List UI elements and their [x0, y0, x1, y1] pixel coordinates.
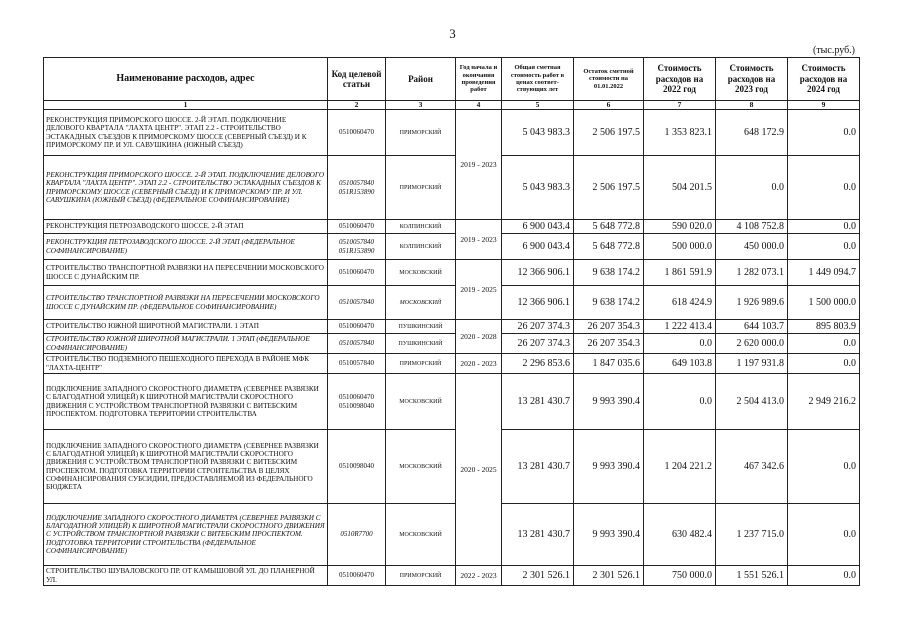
- row-remainder: 2 301 526.1: [574, 566, 644, 586]
- row-2023: 467 342.6: [716, 430, 788, 504]
- row-period: 2020 - 2028: [456, 320, 502, 354]
- row-name: РЕКОНСТРУКЦИЯ ПЕТРОЗАВОДСКОГО ШОССЕ. 2-Й ЭТАП (ФЕДЕРАЛЬНОЕ СОФИНАНСИРОВАНИЕ): [44, 234, 328, 260]
- row-2022: 649 103.8: [644, 354, 716, 374]
- row-2023: 0.0: [716, 156, 788, 220]
- row-2023: 1 237 715.0: [716, 504, 788, 566]
- row-2023: 1 282 073.1: [716, 260, 788, 286]
- table-row: [44, 286, 860, 320]
- row-total: 5 043 983.3: [502, 156, 574, 220]
- column-number: 2: [328, 101, 386, 110]
- row-total: 13 281 430.7: [502, 430, 574, 504]
- row-2024: 2 949 216.2: [788, 374, 860, 430]
- row-total: 6 900 043.4: [502, 220, 574, 234]
- row-total: 13 281 430.7: [502, 504, 574, 566]
- table-row: [44, 234, 860, 260]
- row-period: 2019 - 2023: [456, 220, 502, 260]
- row-district: МОСКОВСКИЙ: [386, 260, 456, 286]
- header-code: Код целевой статьи: [328, 58, 386, 101]
- row-district: ПРИМОРСКИЙ: [386, 156, 456, 220]
- row-remainder: 2 506 197.5: [574, 110, 644, 156]
- header-row: [44, 58, 860, 101]
- row-code: 0510098040: [328, 430, 386, 504]
- row-2022: 630 482.4: [644, 504, 716, 566]
- row-code: 0510057840: [328, 334, 386, 354]
- row-total: 6 900 043.4: [502, 234, 574, 260]
- table-row: [44, 566, 860, 586]
- row-total: 2 296 853.6: [502, 354, 574, 374]
- row-district: МОСКОВСКИЙ: [386, 430, 456, 504]
- row-remainder: 5 648 772.8: [574, 234, 644, 260]
- row-remainder: 9 638 174.2: [574, 286, 644, 320]
- row-name: СТРОИТЕЛЬСТВО ЮЖНОЙ ШИРОТНОЙ МАГИСТРАЛИ. 1 ЭТАП (ФЕДЕРАЛЬНОЕ СОФИНАНСИРОВАНИЕ): [44, 334, 328, 354]
- row-remainder: 5 648 772.8: [574, 220, 644, 234]
- row-2022: 1 861 591.9: [644, 260, 716, 286]
- row-district: ПУШКИНСКИЙ: [386, 320, 456, 334]
- row-name: ПОДКЛЮЧЕНИЕ ЗАПАДНОГО СКОРОСТНОГО ДИАМЕТРА (СЕВЕРНЕЕ РАЗВЯЗКИ С БЛАГОДАТНОЙ УЛИЦЕЙ) К ШИРОТНОЙ МАГИСТРАЛИ СКОРОСТНОГО ДВИЖЕНИЯ С УСТРОЙСТВОМ ТРАНСПОРТНОЙ РАЗВЯЗКИ С ВИТЕБСКИМ ПРОСПЕКТОМ. ПОДГОТОВКА ТЕРРИТОРИИ СТРОИТЕЛЬСТВА: [44, 374, 328, 430]
- row-2023: 1 551 526.1: [716, 566, 788, 586]
- row-total: 12 366 906.1: [502, 286, 574, 320]
- row-2022: 1 222 413.4: [644, 320, 716, 334]
- row-remainder: 9 993 390.4: [574, 430, 644, 504]
- column-number: 3: [386, 101, 456, 110]
- column-number-row: [44, 101, 860, 110]
- row-2023: 644 103.7: [716, 320, 788, 334]
- row-2022: 618 424.9: [644, 286, 716, 320]
- row-2023: 2 620 000.0: [716, 334, 788, 354]
- table-row: [44, 504, 860, 566]
- row-2024: 0.0: [788, 354, 860, 374]
- header-2023: Стоимость расходов на 2023 год: [716, 58, 788, 101]
- column-number: 5: [502, 101, 574, 110]
- row-2022: 0.0: [644, 334, 716, 354]
- row-remainder: 2 506 197.5: [574, 156, 644, 220]
- row-2022: 750 000.0: [644, 566, 716, 586]
- row-2023: 2 504 413.0: [716, 374, 788, 430]
- row-district: МОСКОВСКИЙ: [386, 374, 456, 430]
- row-2024: 0.0: [788, 504, 860, 566]
- row-name: РЕКОНСТРУКЦИЯ ПРИМОРСКОГО ШОССЕ. 2-Й ЭТАП. ПОДКЛЮЧЕНИЕ ДЕЛОВОГО КВАРТАЛА "ЛАХТА ЦЕНТР". ЭТАП 2.2 - СТРОИТЕЛЬСТВО ЭСТАКАДНЫХ СЪЕЗДОВ К ПРИМОРСКОМУ ШОССЕ (СЕВЕРНЫЙ СЪЕЗД) И К ПРИМОРСКОМУ ПР. И УЛ. САВУШКИНА (ЮЖНЫЙ СЪЕЗД): [44, 110, 328, 156]
- row-code: 0510057840 051R153890: [328, 234, 386, 260]
- page-number: 3: [449, 26, 456, 41]
- unit-label: (тыс.руб.): [812, 45, 855, 56]
- row-2024: 0.0: [788, 234, 860, 260]
- header-remainder: Остаток сметной стоимости на 01.01.2022: [574, 58, 644, 101]
- table-row: [44, 430, 860, 504]
- row-2024: 1 500 000.0: [788, 286, 860, 320]
- column-number: 4: [456, 101, 502, 110]
- row-2024: 0.0: [788, 566, 860, 586]
- row-code: 0510R7700: [328, 504, 386, 566]
- row-total: 5 043 983.3: [502, 110, 574, 156]
- row-code: 0510060470: [328, 566, 386, 586]
- row-name: ПОДКЛЮЧЕНИЕ ЗАПАДНОГО СКОРОСТНОГО ДИАМЕТРА (СЕВЕРНЕЕ РАЗВЯЗКИ С БЛАГОДАТНОЙ УЛИЦЕЙ) К ШИРОТНОЙ МАГИСТРАЛИ СКОРОСТНОГО ДВИЖЕНИЯ С УСТРОЙСТВОМ ТРАНСПОРТНОЙ РАЗВЯЗКИ С ВИТЕБСКИМ ПРОСПЕКТОМ. ПОДГОТОВКА ТЕРРИТОРИИ СТРОИТЕЛЬСТВА (ФЕДЕРАЛЬНОЕ СОФИНАНСИРОВАНИЕ): [44, 504, 328, 566]
- row-total: 12 366 906.1: [502, 260, 574, 286]
- row-2024: 0.0: [788, 220, 860, 234]
- row-remainder: 9 993 390.4: [574, 374, 644, 430]
- row-name: СТРОИТЕЛЬСТВО ЮЖНОЙ ШИРОТНОЙ МАГИСТРАЛИ. 1 ЭТАП: [44, 320, 328, 334]
- column-number: 1: [44, 101, 328, 110]
- row-name: РЕКОНСТРУКЦИЯ ПРИМОРСКОГО ШОССЕ. 2-Й ЭТАП. ПОДКЛЮЧЕНИЕ ДЕЛОВОГО КВАРТАЛА "ЛАХТА ЦЕНТР". ЭТАП 2.2 - СТРОИТЕЛЬСТВО ЭСТАКАДНЫХ СЪЕЗДОВ К ПРИМОРСКОМУ ШОССЕ (СЕВЕРНЫЙ СЪЕЗД) И К ПРИМОРСКОМУ ПР. И УЛ. САВУШКИНА (ЮЖНЫЙ СЪЕЗД) (ФЕДЕРАЛЬНОЕ СОФИНАНСИРОВАНИЕ): [44, 156, 328, 220]
- header-total: Общая сметная стоимость работ в ценах соответ-ствующих лет: [502, 58, 574, 101]
- row-district: ПРИМОРСКИЙ: [386, 110, 456, 156]
- row-2023: 1 926 989.6: [716, 286, 788, 320]
- row-code: 0510060470 0510098040: [328, 374, 386, 430]
- column-number: 8: [716, 101, 788, 110]
- row-code: 0510057840: [328, 286, 386, 320]
- row-name: СТРОИТЕЛЬСТВО ШУВАЛОВСКОГО ПР. ОТ КАМЫШОВОЙ УЛ. ДО ПЛАНЕРНОЙ УЛ.: [44, 566, 328, 586]
- row-code: 0510057840 051R153890: [328, 156, 386, 220]
- table-row: [44, 260, 860, 286]
- row-code: 0510060470: [328, 110, 386, 156]
- row-code: 0510057840: [328, 354, 386, 374]
- row-code: 0510060470: [328, 320, 386, 334]
- row-name: СТРОИТЕЛЬСТВО ТРАНСПОРТНОЙ РАЗВЯЗКИ НА ПЕРЕСЕЧЕНИИ МОСКОВСКОГО ШОССЕ С ДУНАЙСКИМ ПР.: [44, 260, 328, 286]
- row-district: ПРИМОРСКИЙ: [386, 566, 456, 586]
- row-remainder: 26 207 354.3: [574, 320, 644, 334]
- row-remainder: 9 638 174.2: [574, 260, 644, 286]
- table-row: [44, 110, 860, 156]
- row-period: 2019 - 2025: [456, 260, 502, 320]
- header-name: Наименование расходов, адрес: [44, 58, 328, 101]
- row-total: 26 207 374.3: [502, 334, 574, 354]
- table-row: [44, 334, 860, 354]
- row-name: СТРОИТЕЛЬСТВО ТРАНСПОРТНОЙ РАЗВЯЗКИ НА ПЕРЕСЕЧЕНИИ МОСКОВСКОГО ШОССЕ С ДУНАЙСКИМ ПР. (ФЕДЕРАЛЬНОЕ СОФИНАНСИРОВАНИЕ): [44, 286, 328, 320]
- row-2022: 1 353 823.1: [644, 110, 716, 156]
- row-name: СТРОИТЕЛЬСТВО ПОДЗЕМНОГО ПЕШЕХОДНОГО ПЕРЕХОДА В РАЙОНЕ МФК "ЛАХТА-ЦЕНТР": [44, 354, 328, 374]
- row-name: РЕКОНСТРУКЦИЯ ПЕТРОЗАВОДСКОГО ШОССЕ. 2-Й ЭТАП: [44, 220, 328, 234]
- row-district: КОЛПИНСКИЙ: [386, 234, 456, 260]
- table-row: [44, 374, 860, 430]
- row-2022: 504 201.5: [644, 156, 716, 220]
- expenses-table: [43, 57, 860, 586]
- row-2023: 648 172.9: [716, 110, 788, 156]
- row-district: МОСКОВСКИЙ: [386, 286, 456, 320]
- row-period: 2022 - 2023: [456, 566, 502, 586]
- row-2023: 450 000.0: [716, 234, 788, 260]
- column-number: 7: [644, 101, 716, 110]
- row-period: 2020 - 2025: [456, 374, 502, 566]
- row-total: 13 281 430.7: [502, 374, 574, 430]
- column-number: 6: [574, 101, 644, 110]
- row-2024: 0.0: [788, 334, 860, 354]
- row-total: 26 207 374.3: [502, 320, 574, 334]
- column-number: 9: [788, 101, 860, 110]
- row-code: 0510060470: [328, 260, 386, 286]
- row-total: 2 301 526.1: [502, 566, 574, 586]
- row-2024: 0.0: [788, 110, 860, 156]
- row-district: ПРИМОРСКИЙ: [386, 354, 456, 374]
- header-2022: Стоимость расходов на 2022 год: [644, 58, 716, 101]
- row-2022: 0.0: [644, 374, 716, 430]
- row-2022: 500 000.0: [644, 234, 716, 260]
- row-district: ПУШКИНСКИЙ: [386, 334, 456, 354]
- row-2024: 895 803.9: [788, 320, 860, 334]
- row-2024: 1 449 094.7: [788, 260, 860, 286]
- row-2023: 1 197 931.8: [716, 354, 788, 374]
- row-2024: 0.0: [788, 156, 860, 220]
- row-remainder: 9 993 390.4: [574, 504, 644, 566]
- header-district: Район: [386, 58, 456, 101]
- row-code: 0510060470: [328, 220, 386, 234]
- table-row: [44, 220, 860, 234]
- row-2022: 1 204 221.2: [644, 430, 716, 504]
- row-remainder: 26 207 354.3: [574, 334, 644, 354]
- row-period: 2019 - 2023: [456, 110, 502, 220]
- row-2024: 0.0: [788, 430, 860, 504]
- row-district: МОСКОВСКИЙ: [386, 504, 456, 566]
- row-remainder: 1 847 035.6: [574, 354, 644, 374]
- row-name: ПОДКЛЮЧЕНИЕ ЗАПАДНОГО СКОРОСТНОГО ДИАМЕТРА (СЕВЕРНЕЕ РАЗВЯЗКИ С БЛАГОДАТНОЙ УЛИЦЕЙ) К ШИРОТНОЙ МАГИСТРАЛИ СКОРОСТНОГО ДВИЖЕНИЯ С УСТРОЙСТВОМ ТРАНСПОРТНОЙ РАЗВЯЗКИ С ВИТЕБСКИМ ПРОСПЕКТОМ. ПОДГОТОВКА ТЕРРИТОРИИ СТРОИТЕЛЬСТВА В ЦЕЛЯХ СОФИНАНСИРОВАНИЯ СУБСИДИИ, ПРЕДОСТАВЛЯЕМОЙ ИЗ ФЕДЕРАЛЬНОГО БЮДЖЕТА: [44, 430, 328, 504]
- row-2022: 590 020.0: [644, 220, 716, 234]
- header-2024: Стоимость расходов на 2024 год: [788, 58, 860, 101]
- row-district: КОЛПИНСКИЙ: [386, 220, 456, 234]
- header-period: Год начала и окончания проведения работ: [456, 58, 502, 101]
- table-row: [44, 320, 860, 334]
- table-row: [44, 354, 860, 374]
- table-row: [44, 156, 860, 220]
- row-period: 2020 - 2023: [456, 354, 502, 374]
- row-2023: 4 108 752.8: [716, 220, 788, 234]
